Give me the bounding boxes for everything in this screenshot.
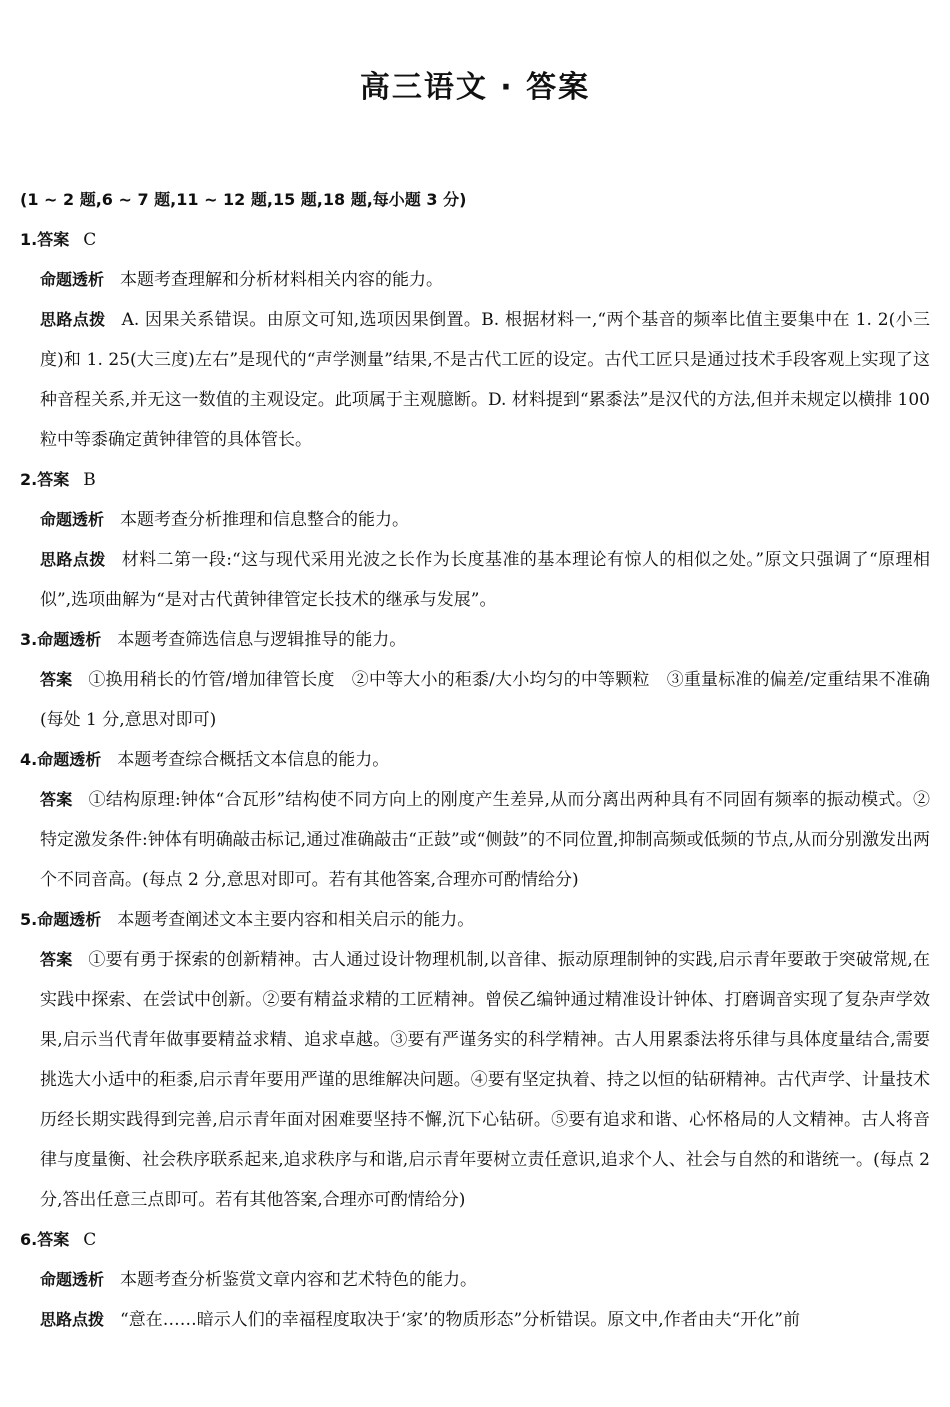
q2-analysis: 本题考查分析推理和信息整合的能力。 (120, 510, 410, 530)
q4-answer: ①结构原理:钟体“合瓦形”结构使不同方向上的刚度产生差异,从而分离出两种具有不同固有频率的振动模式。②特定激发条件:钟体有明确敲击标记,通过准确敲击“正鼓”或“侧鼓”的不同位置,抑制高频或低频的节点,从而分别激发出两个不同音高。(每点 2 分,意思对即可。若有其他答案,合理亦可酌情给分) (40, 790, 930, 890)
q4-number: 4. (20, 750, 38, 769)
page-bottom-margin (0, 1334, 950, 1407)
q6-answer-line (20, 1220, 930, 1260)
answer-label: 答案 (40, 670, 73, 689)
q1-analysis-line (20, 260, 930, 300)
page-title: 高三语文 · 答案 (359, 70, 591, 105)
q6-answer: C (83, 1230, 97, 1250)
q4-analysis: 本题考查综合概括文本信息的能力。 (117, 750, 390, 770)
q2-answer: B (83, 470, 96, 490)
q4-analysis-line (20, 740, 930, 780)
answer-label: 答案 (37, 230, 70, 249)
q5-analysis: 本题考查阐述文本主要内容和相关启示的能力。 (117, 910, 475, 930)
q2-number: 2. (20, 470, 38, 489)
q3-number: 3. (20, 630, 38, 649)
q1-answer: C (83, 230, 97, 250)
q6-analysis: 本题考查分析鉴赏文章内容和艺术特色的能力。 (120, 1270, 478, 1290)
analysis-label: 命题透析 (37, 630, 102, 649)
q5-number: 5. (20, 910, 38, 929)
q2-hint: 材料二第一段:“这与现代采用光波之长作为长度基准的基本理论有惊人的相似之处。”原文只强调了“原理相似”,选项曲解为“是对古代黄钟律管定长技术的继承与发展”。 (40, 550, 930, 610)
answer-label: 答案 (37, 1230, 70, 1249)
q3-analysis-line (20, 620, 930, 660)
q1-number: 1. (20, 230, 38, 249)
q2-analysis-line (20, 500, 930, 540)
answer-label: 答案 (37, 470, 70, 489)
answer-content (20, 180, 947, 1340)
q6-number: 6. (20, 1230, 38, 1249)
q6-hint: “意在……暗示人们的幸福程度取决于‘家’的物质形态”分析错误。原文中,作者由夫“开化”前 (120, 1310, 800, 1330)
q6-analysis-line (20, 1260, 930, 1300)
q5-answer: ①要有勇于探索的创新精神。古人通过设计物理机制,以音律、振动原理制钟的实践,启示青年要敢于突破常规,在实践中探索、在尝试中创新。②要有精益求精的工匠精神。曾侯乙编钟通过精准设计钟体、打磨调音实现了复杂声学效果,启示当代青年做事要精益求精、追求卓越。③要有严谨务实的科学精神。古人用累黍法将乐律与具体度量结合,需要挑选大小适中的秬黍,启示青年要用严谨的思维解决问题。④要有坚定执着、持之以恒的钻研精神。古代声学、计量技术历经长期实践得到完善,启示青年面对困难要坚持不懈,沉下心钻研。⑤要有追求和谐、心怀格局的人文精神。古人将音律与度量衡、社会秩序联系起来,追求秩序与和谐,启示青年要树立责任意识,追求个人、社会与自然的和谐统一。(每点 2 分,答出任意三点即可。若有其他答案,合理亦可酌情给分) (40, 950, 930, 1210)
analysis-label: 命题透析 (37, 910, 102, 929)
q1-hint-paragraph (20, 300, 930, 460)
answer-label: 答案 (40, 790, 73, 809)
analysis-label: 命题透析 (40, 1270, 105, 1289)
q3-answer: ①换用稍长的竹管/增加律管长度 ②中等大小的秬黍/大小均匀的中等颗粒 ③重量标准的偏差/定重结果不准确 (每处 1 分,意思对即可) (40, 670, 947, 730)
q4-answer-paragraph (20, 780, 930, 900)
scoring-note: (1 ~ 2 题,6 ~ 7 题,11 ~ 12 题,15 题,18 题,每小题 3 分) (20, 190, 467, 209)
q5-analysis-line (20, 900, 930, 940)
answer-label: 答案 (40, 950, 73, 969)
hint-label: 思路点拨 (40, 310, 106, 329)
analysis-label: 命题透析 (37, 750, 102, 769)
hint-label: 思路点拨 (40, 550, 106, 569)
q2-answer-line (20, 460, 930, 500)
analysis-label: 命题透析 (40, 270, 105, 289)
q3-analysis: 本题考查筛选信息与逻辑推导的能力。 (117, 630, 407, 650)
analysis-label: 命题透析 (40, 510, 105, 529)
q1-hint: A. 因果关系错误。由原文可知,选项因果倒置。B. 根据材料一,“两个基音的频率比值主要集中在 1. 2(小三度)和 1. 25(大三度)左右”是现代的“声学测量”结果,不是古代工匠的设定。古代工匠只是通过技术手段客观上实现了这种音程关系,并无这一数值的主观设定。此项属于主观臆断。D. 材料提到“累黍法”是汉代的方法,但并未规定以横排 100 粒中等黍确定黄钟律管的具体管长。 (40, 310, 930, 450)
q5-answer-paragraph (20, 940, 930, 1220)
q1-analysis: 本题考查理解和分析材料相关内容的能力。 (120, 270, 444, 290)
hint-label: 思路点拨 (40, 1310, 105, 1329)
q3-answer-paragraph (20, 660, 947, 740)
q1-answer-line (20, 220, 930, 260)
q2-hint-paragraph (20, 540, 930, 620)
